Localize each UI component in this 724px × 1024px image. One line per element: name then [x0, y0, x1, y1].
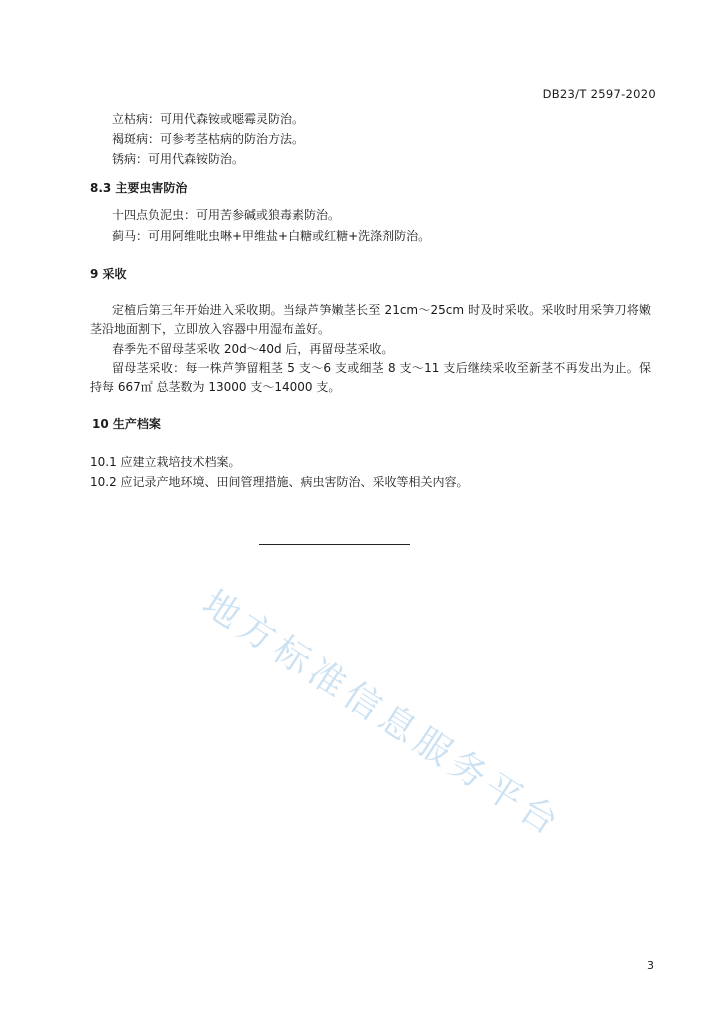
disease-line-brown-spot: 褐斑病：可参考茎枯病的防治方法。 — [112, 132, 305, 146]
harvest-paragraph-1-line-2: 茎沿地面割下，立即放入容器中用湿布盖好。 — [90, 322, 331, 336]
pest-line-thrips: 蓟马：可用阿维吡虫啉+甲维盐+白糖或红糖+洗涤剂防治。 — [112, 229, 431, 243]
section-9-heading: 9 采收 — [90, 267, 127, 281]
disease-line-rust: 锈病：可用代森铵防治。 — [112, 152, 245, 166]
harvest-paragraph-2: 春季先不留母茎采收 20d～40d 后，再留母茎采收。 — [112, 342, 394, 356]
harvest-paragraph-1-line-1: 定植后第三年开始进入采收期。当绿芦笋嫩茎长至 21cm～25cm 时及时采收。采收时用采笋刀将嫩 — [112, 303, 651, 317]
section-10-heading: 10 生产档案 — [92, 417, 161, 431]
pest-line-beetle: 十四点负泥虫：可用苦参碱或狼毒素防治。 — [112, 208, 341, 222]
document-code: DB23/T 2597-2020 — [542, 87, 656, 101]
harvest-paragraph-3-line-2: 持每 667㎡ 总茎数为 13000 支～14000 支。 — [90, 380, 341, 394]
record-item-10-2: 10.2 应记录产地环境、田间管理措施、病虫害防治、采收等相关内容。 — [90, 475, 469, 489]
watermark: 地方标准信息服务平台 — [195, 582, 570, 847]
harvest-paragraph-3-line-1: 留母茎采收：每一株芦笋留粗茎 5 支～6 支或细茎 8 支～11 支后继续采收至新茎不再发出为止。保 — [112, 361, 651, 375]
page-number: 3 — [647, 959, 654, 972]
section-8-3-heading: 8.3 主要虫害防治 — [90, 181, 188, 195]
disease-line-damping-off: 立枯病：可用代森铵或噁霉灵防治。 — [112, 112, 305, 126]
record-item-10-1: 10.1 应建立栽培技术档案。 — [90, 455, 241, 469]
end-divider — [259, 544, 410, 545]
